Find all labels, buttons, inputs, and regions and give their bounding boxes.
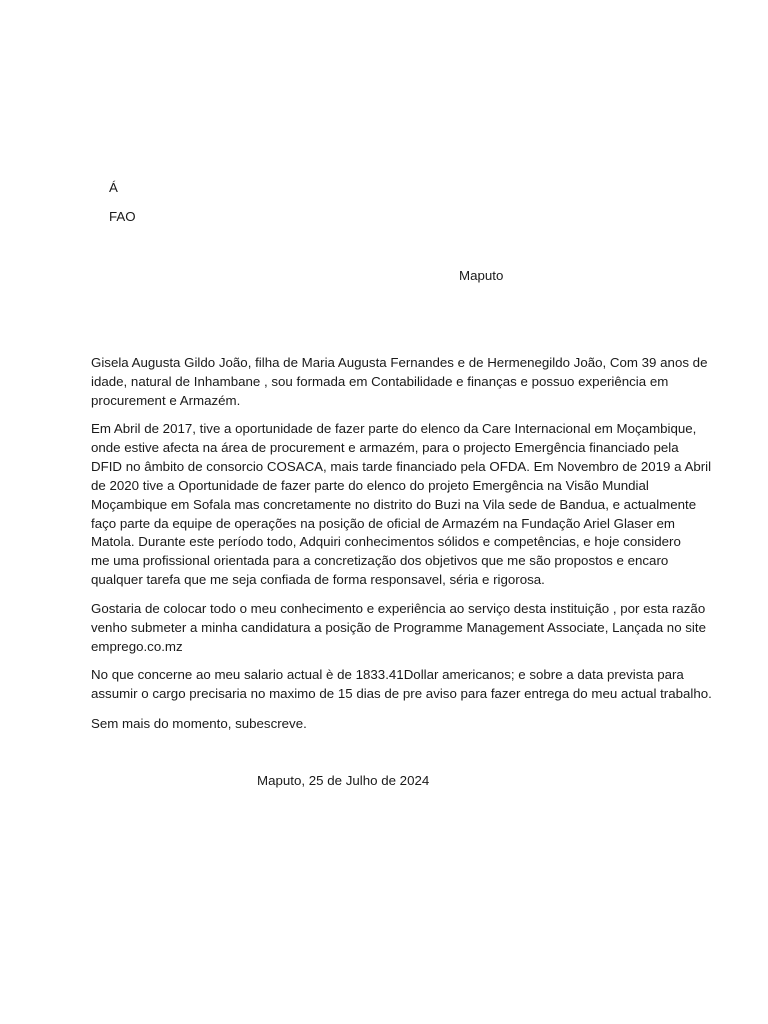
paragraph-line: Moçambique em Sofala mas concretamente no distrito do Buzi na Vila sede de Bandua, e actualmente [91, 496, 697, 512]
paragraph-line: Matola. Durante este período todo, Adquiri conhecimentos sólidos e competências, e hoje considero [91, 534, 681, 550]
paragraph-line: No que concerne ao meu salario actual è de 1833.41Dollar americanos; e sobre a data prevista para [91, 667, 684, 682]
paragraph-line: procurement e Armazém. [91, 392, 241, 408]
recipient-prefix: Á [109, 180, 118, 195]
location-header: Maputo [459, 268, 504, 283]
paragraph-line: idade, natural de Inhambane , sou formada em Contabilidade e finanças e possuo experiência em [91, 373, 669, 389]
paragraph-line: Gostaria de colocar todo o meu conhecimento e experiência ao serviço desta instituição , por esta razão [91, 601, 706, 616]
paragraph-line: emprego.co.mz [91, 638, 183, 654]
paragraph-line: Em Abril de 2017, tive a oportunidade de fazer parte do elenco da Care Internacional em Moçambique, [91, 421, 697, 436]
paragraph-line: DFID no âmbito de consorcio COSACA, mais tarde financiado pela OFDA. Em Novembro de 2019 a Abril [91, 458, 712, 474]
paragraph-salary [91, 666, 712, 704]
paragraph-application [91, 600, 706, 657]
recipient-name: FAO [109, 209, 136, 224]
paragraph-experience [91, 420, 711, 590]
paragraph-intro [91, 354, 707, 411]
closing-line: Sem mais do momento, subescreve. [91, 716, 307, 731]
paragraph-line: de 2020 tive a Oportunidade de fazer parte do elenco do projeto Emergência na Visão Mundial [91, 477, 649, 493]
paragraph-line: onde estive afecta na área de procurement e armazém, para o projecto Emergência financiado pela [91, 439, 679, 455]
paragraph-line: faço parte da equipe de operações na posição de oficial de Armazém na Fundação Ariel Glaser em [91, 515, 675, 531]
paragraph-line: qualquer tarefa que me seja confiada de forma responsavel, séria e rigorosa. [91, 572, 545, 588]
paragraph-line: me uma profissional orientada para a concretização dos objetivos que me são propostos e encaro [91, 553, 669, 569]
paragraph-line: venho submeter a minha candidatura a posição de Programme Management Associate, Lançada no site [91, 619, 706, 635]
date-line: Maputo, 25 de Julho de 2024 [257, 773, 430, 788]
paragraph-line: assumir o cargo precisaria no maximo de 15 dias de pre aviso para fazer entrega do meu actual trabalho. [91, 685, 712, 701]
paragraph-line: Gisela Augusta Gildo João, filha de Maria Augusta Fernandes e de Hermenegildo João, Com 39 anos de [91, 355, 708, 370]
